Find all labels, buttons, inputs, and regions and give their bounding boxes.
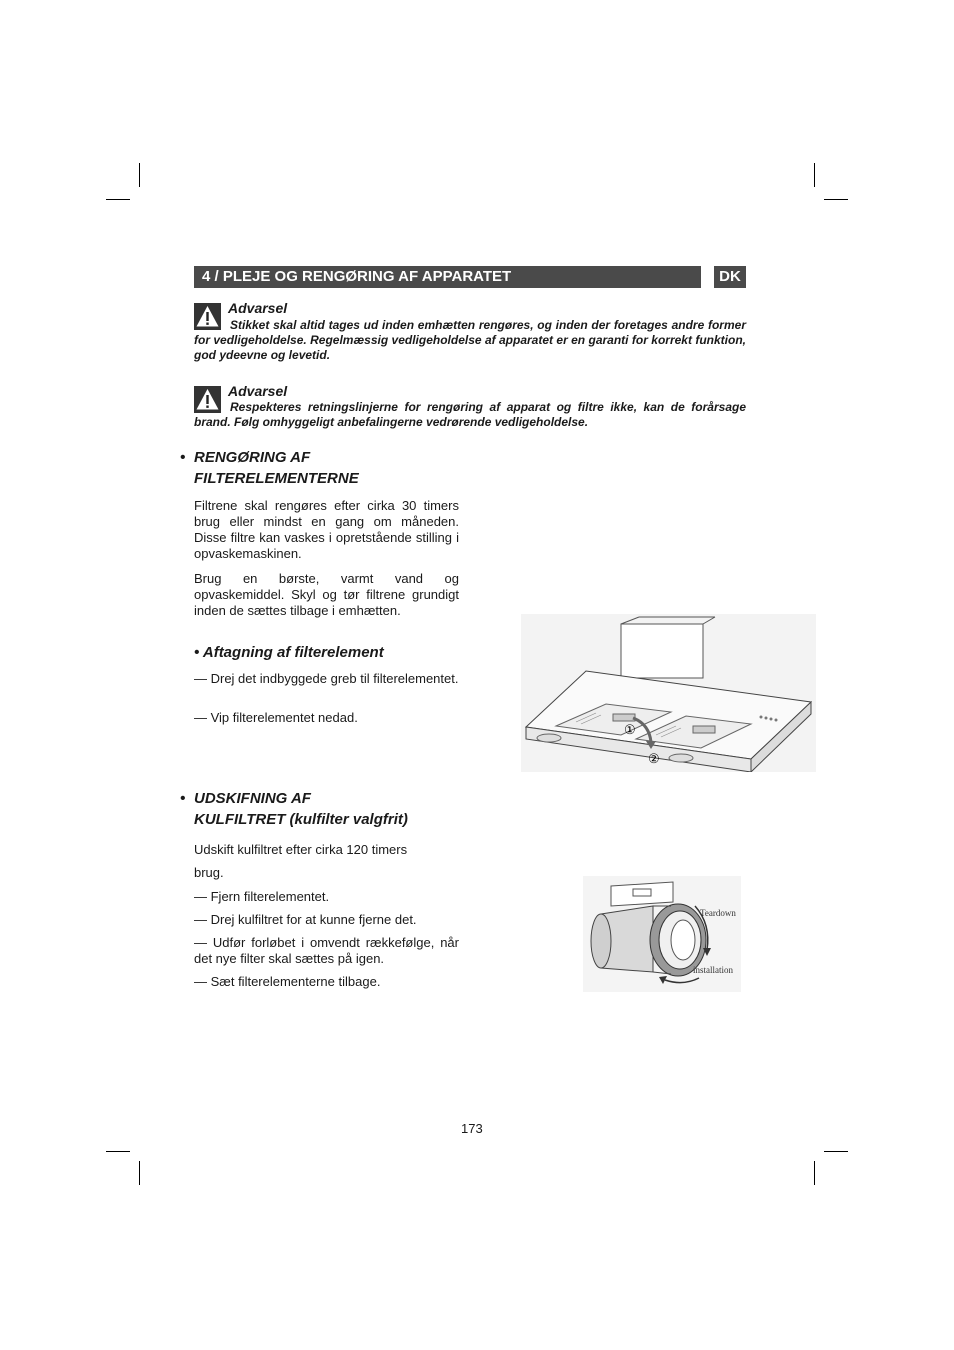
bullet: • [180, 790, 186, 807]
crop-mark [814, 1161, 815, 1185]
section-header: 4 / PLEJE OG RENGØRING AF APPARATET [194, 266, 701, 288]
warning-text: Stikket skal altid tages ud inden emhætten rengøres, og inden der foretages andre former for vedligeholdelse. Regelmæssig vedligeholdelse af apparatet er en garanti for korrekt funktion, god ydeevne og levetid. [194, 318, 746, 362]
bullet: • [180, 449, 186, 466]
figure-label: installation [693, 965, 733, 975]
figure-label: ① [624, 722, 636, 737]
heading-line: RENGØRING AF [194, 449, 311, 466]
filter-washing-text: Brug en børste, varmt vand og opvaskemiddel. Skyl og tør filtrene grundigt inden de sættes tilbage i emhætten. [194, 571, 459, 618]
heading-line: FILTERELEMENTERNE [194, 470, 359, 487]
carbon-step: — Sæt filterelementerne tilbage. [194, 974, 381, 989]
carbon-filter-illustration [583, 876, 741, 992]
crop-mark [106, 199, 130, 200]
section-heading-carbon-filter [180, 788, 408, 830]
carbon-step: — Drej kulfiltret for at kunne fjerne det. [194, 912, 417, 927]
carbon-step: — Fjern filterelementet. [194, 889, 330, 904]
warning-title: Advarsel [228, 300, 288, 316]
crop-mark [139, 1161, 140, 1185]
carbon-step: — Udfør forløbet i omvendt rækkefølge, når det nye filter skal sættes på igen. [194, 935, 459, 966]
crop-mark [139, 163, 140, 187]
heading-line: KULFILTRET (kulfilter valgfrit) [194, 811, 408, 828]
section-heading-filters [180, 447, 359, 489]
language-badge: DK [714, 266, 746, 288]
removal-step: — Vip filterelementet nedad. [194, 710, 358, 725]
carbon-filter-text: brug. [194, 865, 224, 880]
subheading-filter-removal: • Aftagning af filterelement [194, 644, 384, 661]
crop-mark [106, 1151, 130, 1152]
warning-title: Advarsel [228, 383, 288, 399]
crop-mark [814, 163, 815, 187]
page-number: 173 [461, 1121, 483, 1136]
filter-cleaning-text: Filtrene skal rengøres efter cirka 30 timers brug eller mindst en gang om måneden. Disse filtre kan vaskes i opretstående stilling i opvaskemaskinen. [194, 498, 459, 561]
crop-mark [824, 199, 848, 200]
warning-text: Respekteres retningslinjerne for rengøring af apparat og filtre ikke, kan de forårsage brand. Følg omhyggeligt anbefalingerne vedrørende vedligeholdelse. [194, 400, 746, 429]
removal-step: — Drej det indbyggede greb til filterelementet. [194, 671, 459, 686]
hood-filter-illustration [521, 614, 816, 772]
figure-label: Teardown [700, 908, 736, 918]
crop-mark [824, 1151, 848, 1152]
figure-label: ② [648, 751, 660, 766]
heading-line: UDSKIFNING AF [194, 790, 311, 807]
carbon-filter-text: Udskift kulfiltret efter cirka 120 timers [194, 842, 408, 857]
